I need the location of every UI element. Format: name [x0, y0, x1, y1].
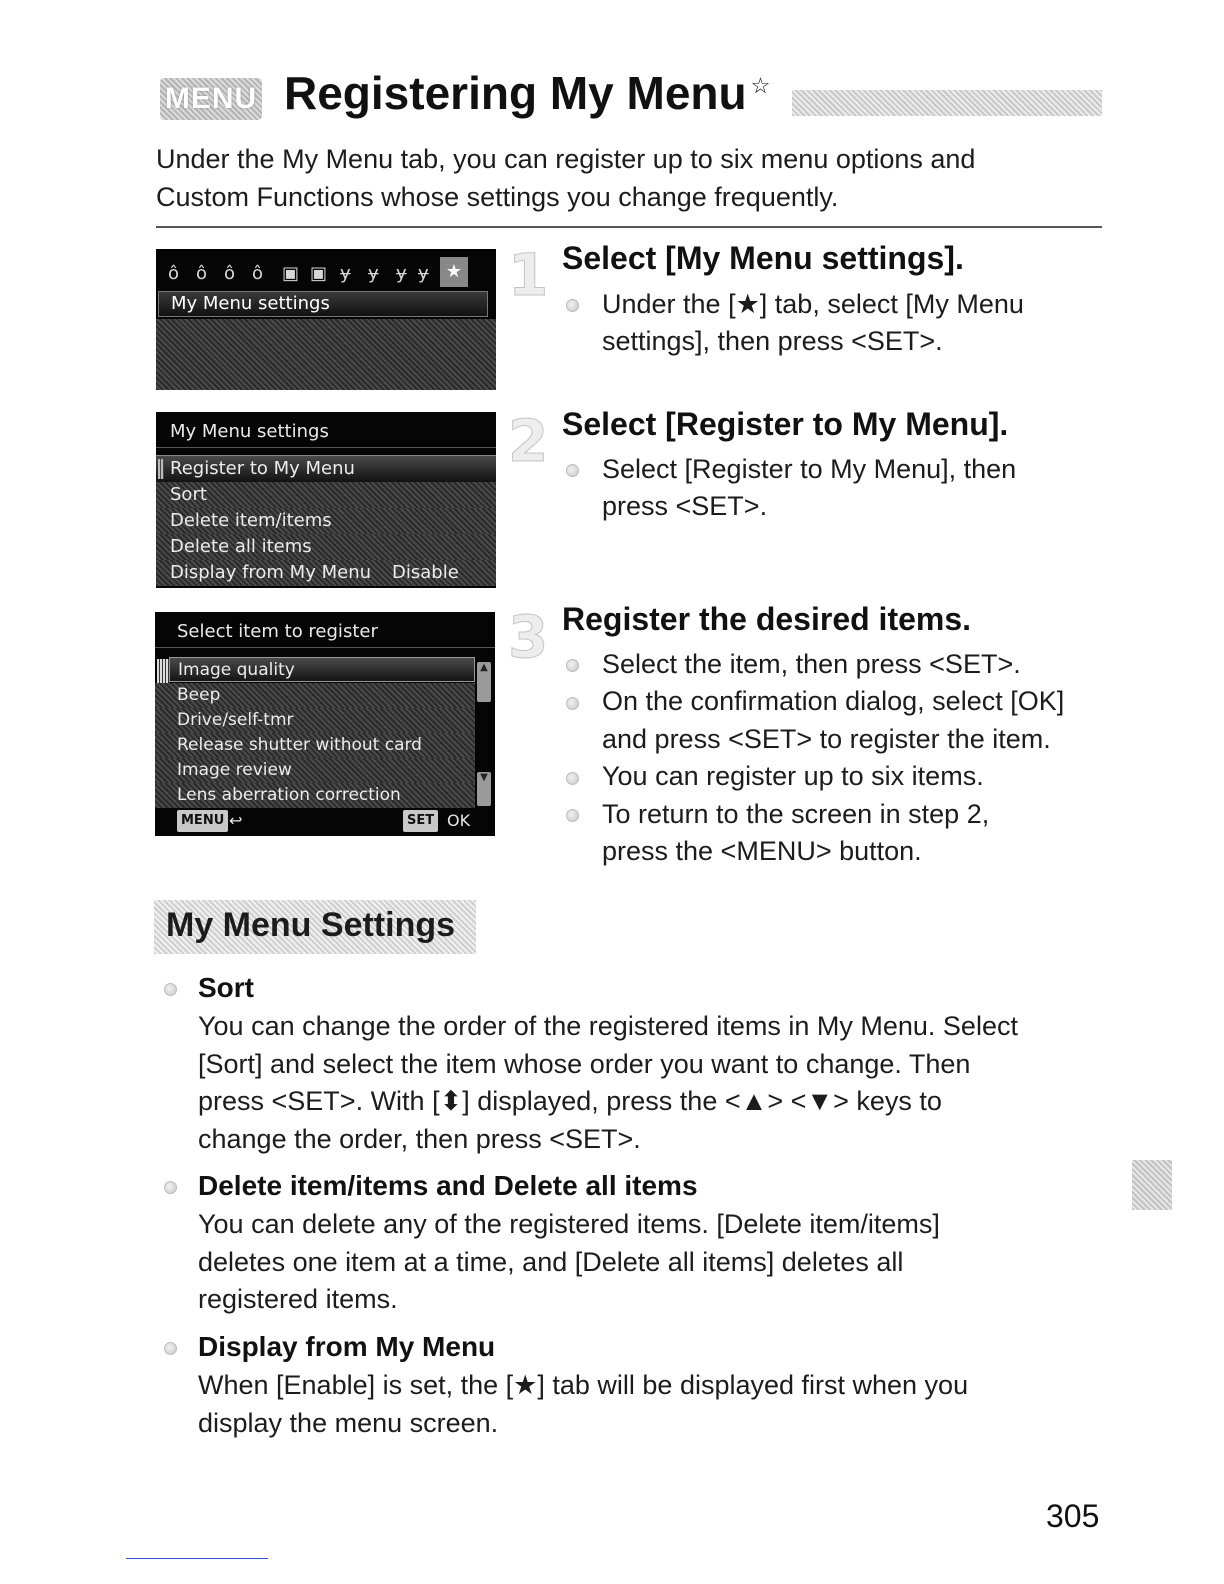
body-line: press <SET>. With [⬍] displayed, press the <▲> <▼> keys to	[198, 1086, 942, 1116]
setup-tab-icon: ɏ	[368, 263, 379, 284]
setup-tab-icon: ɏ	[396, 263, 407, 284]
body-line: [Sort] and select the item whose order you want to change. Then	[198, 1048, 971, 1079]
step-line: settings], then press <SET>.	[602, 326, 943, 356]
menu-button-icon: MENU	[177, 810, 228, 832]
section-heading: My Menu Settings	[154, 900, 476, 954]
step-body-3	[562, 646, 1102, 876]
menu-row-delete-items	[156, 508, 496, 534]
menu-row-label: Register to My Menu	[170, 458, 355, 479]
chapter-side-tab	[1132, 1160, 1172, 1210]
bullet-icon	[566, 659, 579, 672]
item-row-label: Drive/self-tmr	[177, 710, 294, 730]
shooting-tab-icon: ô	[224, 263, 236, 284]
subsection-body-display	[198, 1367, 1108, 1442]
menu-row-label: Sort	[170, 484, 207, 505]
item-row-label: Beep	[177, 685, 221, 705]
item-row-label: Release shutter without card	[177, 735, 422, 755]
bullet-icon	[164, 983, 177, 996]
step-number-3: 3	[508, 603, 549, 671]
step-line: Select the item, then press <SET>.	[602, 649, 1021, 679]
body-line: You can delete any of the registered items. [Delete item/items]	[198, 1209, 940, 1239]
shooting-tab-icon: ô	[252, 263, 264, 284]
step-line: To return to the screen in step 2,	[602, 799, 990, 829]
intro-line: Under the My Menu tab, you can register up to six menu options and	[156, 144, 976, 174]
intro-paragraph	[156, 140, 1096, 216]
screen-header: My Menu settings	[156, 412, 496, 448]
body-line: deletes one item at a time, and [Delete all items] deletes all	[198, 1246, 904, 1277]
selection-marker	[157, 659, 169, 683]
camera-screen-select-item	[155, 612, 495, 836]
step-body-1	[562, 286, 1102, 366]
menu-tab-row	[162, 255, 488, 291]
body-line: You can change the order of the registered items in My Menu. Select	[198, 1011, 1018, 1041]
bullet-icon	[164, 1181, 177, 1194]
setup-tab-icon: ɏ	[340, 263, 351, 284]
item-row-image-review	[155, 758, 475, 783]
step-line: press the <MENU> button.	[602, 836, 922, 866]
item-row-release-shutter	[155, 733, 475, 758]
item-row-image-quality	[169, 657, 475, 682]
subsection-title-sort: Sort	[198, 972, 254, 1003]
my-menu-settings-item: My Menu settings	[158, 291, 488, 317]
custom-function-tab-icon: ɏ	[418, 263, 429, 284]
title-decoration-bar	[792, 90, 1102, 116]
subsection-body-delete	[198, 1206, 1108, 1319]
subsection-title-delete: Delete item/items and Delete all items	[198, 1170, 698, 1201]
set-button-icon: SET	[403, 810, 438, 832]
camera-screen-menu-tabs	[156, 249, 496, 390]
my-menu-star-tab-icon: ★	[440, 257, 468, 287]
step-line: Under the [★] tab, select [My Menu	[602, 289, 1024, 319]
scroll-up-icon: ▲	[477, 662, 491, 702]
bullet-icon	[164, 1342, 177, 1355]
step-line: and press <SET> to register the item.	[602, 724, 1051, 754]
step-number-1: 1	[508, 241, 549, 309]
bullet-icon	[566, 464, 579, 477]
menu-row-label: Delete item/items	[170, 510, 332, 531]
menu-row-register	[156, 455, 496, 483]
item-row-label: Lens aberration correction	[177, 785, 401, 805]
menu-row-value: Disable	[392, 562, 459, 583]
page-number: 305	[1046, 1498, 1100, 1534]
step-number-2: 2	[508, 407, 549, 475]
screen-header: Select item to register	[155, 612, 495, 648]
bullet-icon	[566, 697, 579, 710]
menu-row-display-from	[156, 560, 496, 586]
star-icon: ☆	[750, 72, 771, 98]
menu-row-label: Delete all items	[170, 536, 312, 557]
step-body-2	[562, 451, 1102, 531]
step-line: You can register up to six items.	[602, 761, 984, 791]
item-row-label: Image quality	[178, 660, 295, 680]
shooting-tab-icon: ô	[196, 263, 208, 284]
bullet-icon	[566, 809, 579, 822]
divider	[156, 226, 1102, 228]
page-title-text: Registering My Menu	[284, 67, 747, 119]
scroll-down-icon: ▼	[477, 772, 491, 806]
step-title-1: Select [My Menu settings].	[562, 240, 964, 276]
step-line: press <SET>.	[602, 491, 768, 521]
body-line: change the order, then press <SET>.	[198, 1123, 641, 1154]
item-row-lens-aberration	[155, 783, 475, 808]
step-line: Select [Register to My Menu], then	[602, 454, 1017, 484]
back-arrow-icon: ↩	[229, 811, 243, 830]
playback-tab-icon: ▣	[310, 263, 328, 284]
bullet-icon	[566, 299, 579, 312]
playback-tab-icon: ▣	[282, 263, 300, 284]
body-line: When [Enable] is set, the [★] tab will be displayed first when you	[198, 1370, 969, 1400]
menu-row-delete-all	[156, 534, 496, 560]
step-title-2: Select [Register to My Menu].	[562, 406, 1009, 442]
footer-divider	[126, 1558, 268, 1559]
menu-row-label: Display from My Menu	[170, 562, 372, 583]
step-line: On the confirmation dialog, select [OK]	[602, 686, 1065, 716]
camera-screen-my-menu-settings	[156, 412, 496, 588]
subsection-title-display: Display from My Menu	[198, 1331, 496, 1362]
page-title	[284, 66, 770, 120]
item-row-label: Image review	[177, 760, 292, 780]
bullet-icon	[566, 772, 579, 785]
item-row-beep	[155, 683, 475, 708]
screen-footer	[155, 806, 495, 836]
subsection-body-sort	[198, 1008, 1108, 1158]
body-line: registered items.	[198, 1284, 398, 1314]
shooting-tab-icon: ô	[168, 263, 180, 284]
item-row-drive	[155, 708, 475, 733]
menu-tab-icon: MENU	[160, 78, 262, 120]
body-line: display the menu screen.	[198, 1407, 499, 1438]
menu-row-sort	[156, 482, 496, 508]
intro-line: Custom Functions whose settings you change frequently.	[156, 182, 839, 212]
step-title-3: Register the desired items.	[562, 601, 972, 637]
ok-label: OK	[447, 811, 471, 830]
lcd-empty-area	[156, 319, 496, 390]
